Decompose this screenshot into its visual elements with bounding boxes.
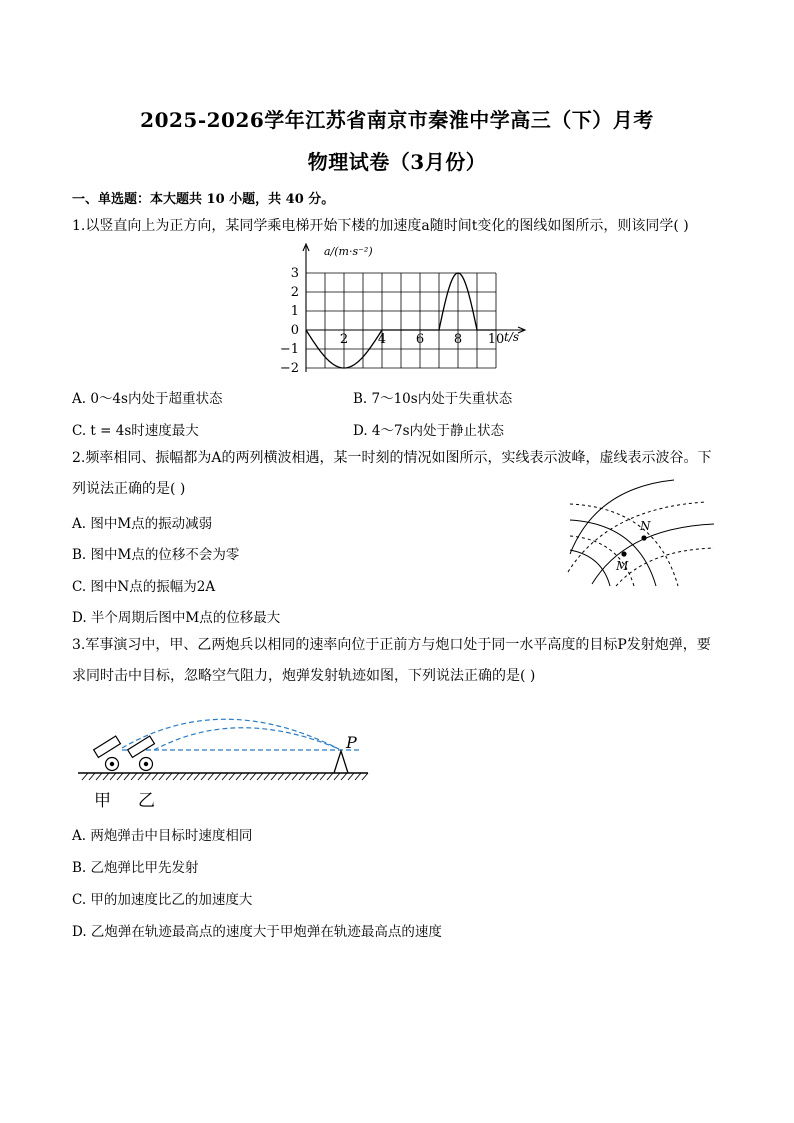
hatch-mark xyxy=(285,773,291,780)
hatch-mark xyxy=(124,773,130,780)
label-jia: 甲 xyxy=(94,791,111,811)
target-stand xyxy=(334,751,348,773)
hatch-mark xyxy=(201,773,207,780)
hatch-mark xyxy=(250,773,256,780)
hatch-mark xyxy=(159,773,165,780)
hatch-mark xyxy=(208,773,214,780)
section-heading: 一、单选题：本大题共 10 小题，共 40 分。 xyxy=(72,192,335,207)
hatch-mark xyxy=(278,773,284,780)
graph-axes xyxy=(303,244,525,372)
hatch-mark xyxy=(215,773,221,780)
cannon-yi xyxy=(128,736,155,770)
trough-arc xyxy=(570,504,678,586)
hatch-mark xyxy=(180,773,186,780)
target-label: P xyxy=(346,733,357,752)
y-axis-label: a/(m·s⁻²) xyxy=(324,245,373,258)
graph-grid xyxy=(306,273,496,368)
q1-option-d: D. 4～7s内处于静止状态 xyxy=(353,423,505,439)
hatch-mark xyxy=(271,773,277,780)
hatch-mark xyxy=(131,773,137,780)
q2-option-c: C. 图中N点的振幅为2A xyxy=(72,579,216,595)
exam-title: 2025-2026学年江苏省南京市秦淮中学高三（下）月考 xyxy=(140,108,654,132)
hatch-mark xyxy=(229,773,235,780)
exam-subtitle: 物理试卷（3月份） xyxy=(307,150,487,174)
hatch-mark xyxy=(243,773,249,780)
q2-stem-line2: 列说法正确的是( ) xyxy=(72,481,186,497)
x-tick-label: 4 xyxy=(377,332,387,347)
y-tick-label: 0 xyxy=(290,323,299,338)
y-tick-labels xyxy=(280,266,299,376)
q2-wave-interference-diagram xyxy=(556,478,716,588)
x-tick-label: 10 xyxy=(487,332,505,347)
hatch-mark xyxy=(257,773,263,780)
q1-stem: 1.以竖直向上为正方向，某同学乘电梯开始下楼的加速度a随时间t变化的图线如图所示，则该同学( ) xyxy=(72,218,689,234)
hatch-mark xyxy=(306,773,312,780)
hatch-mark xyxy=(96,773,102,780)
point-n-dot xyxy=(641,535,646,540)
hatch-mark xyxy=(187,773,193,780)
hatch-mark xyxy=(222,773,228,780)
hatch-mark xyxy=(194,773,200,780)
hatch-mark xyxy=(103,773,109,780)
ground-hatching xyxy=(82,773,368,780)
x-axis-label: t/s xyxy=(504,330,520,344)
x-tick-label: 2 xyxy=(339,332,349,347)
hatch-mark xyxy=(82,773,88,780)
trajectory-yi xyxy=(154,728,339,750)
hatch-mark xyxy=(299,773,305,780)
hatch-mark xyxy=(138,773,144,780)
q3-option-c: C. 甲的加速度比乙的加速度大 xyxy=(72,892,253,908)
hatch-mark xyxy=(334,773,340,780)
q3-stem-line2: 求同时击中目标，忽略空气阻力，炮弹发射轨迹如图，下列说法正确的是( ) xyxy=(72,668,536,684)
x-tick-label: 6 xyxy=(415,332,425,347)
hatch-mark xyxy=(362,773,368,780)
hatch-mark xyxy=(236,773,242,780)
x-tick-labels xyxy=(340,332,504,347)
hatch-mark xyxy=(327,773,333,780)
y-tick-label: −2 xyxy=(279,361,299,376)
q1-option-b: B. 7～10s内处于失重状态 xyxy=(353,391,513,407)
y-tick-label: −1 xyxy=(279,342,299,357)
q1-option-c: C. t = 4s时速度最大 xyxy=(72,423,199,439)
q2-option-a: A. 图中M点的振动减弱 xyxy=(72,516,213,532)
label-yi: 乙 xyxy=(138,791,155,811)
q1-acceleration-graph xyxy=(260,238,540,380)
hatch-mark xyxy=(145,773,151,780)
hatch-mark xyxy=(292,773,298,780)
trough-arc xyxy=(616,548,714,586)
q1-option-a: A. 0～4s内处于超重状态 xyxy=(72,391,223,407)
hatch-mark xyxy=(166,773,172,780)
hatch-mark xyxy=(264,773,270,780)
hatch-mark xyxy=(355,773,361,780)
crest-arc xyxy=(592,524,714,584)
point-m-dot xyxy=(621,551,626,556)
point-n-label: N xyxy=(640,519,651,533)
crest-arc xyxy=(570,480,674,554)
hatch-mark xyxy=(341,773,347,780)
point-m-label: M xyxy=(616,559,629,573)
hatch-mark xyxy=(89,773,95,780)
cannon-jia xyxy=(94,736,121,770)
hatch-mark xyxy=(348,773,354,780)
hatch-mark xyxy=(173,773,179,780)
hatch-mark xyxy=(313,773,319,780)
trajectory-jia xyxy=(122,719,339,749)
hatch-mark xyxy=(320,773,326,780)
q3-option-d: D. 乙炮弹在轨迹最高点的速度大于甲炮弹在轨迹最高点的速度 xyxy=(72,924,442,940)
trough-arc xyxy=(568,502,706,572)
q3-projectile-diagram xyxy=(72,696,372,814)
q2-option-d: D. 半个周期后图中M点的位移最大 xyxy=(72,610,281,626)
y-tick-label: 1 xyxy=(290,304,299,319)
y-tick-label: 2 xyxy=(290,285,299,300)
x-tick-label: 8 xyxy=(453,332,463,347)
y-tick-label: 3 xyxy=(290,266,299,281)
q3-stem-line1: 3.军事演习中，甲、乙两炮兵以相同的速率向位于正前方与炮口处于同一水平高度的目标P发射炮弹，要 xyxy=(72,637,711,653)
q3-option-b: B. 乙炮弹比甲先发射 xyxy=(72,860,199,876)
q2-option-b: B. 图中M点的位移不会为零 xyxy=(72,547,240,563)
hatch-mark xyxy=(110,773,116,780)
hatch-mark xyxy=(152,773,158,780)
q2-stem-line1: 2.频率相同、振幅都为A的两列横波相遇，某一时刻的情况如图所示，实线表示波峰，虚线表示波谷。下 xyxy=(72,450,712,466)
hatch-mark xyxy=(117,773,123,780)
q3-option-a: A. 两炮弹击中目标时速度相同 xyxy=(72,828,253,844)
